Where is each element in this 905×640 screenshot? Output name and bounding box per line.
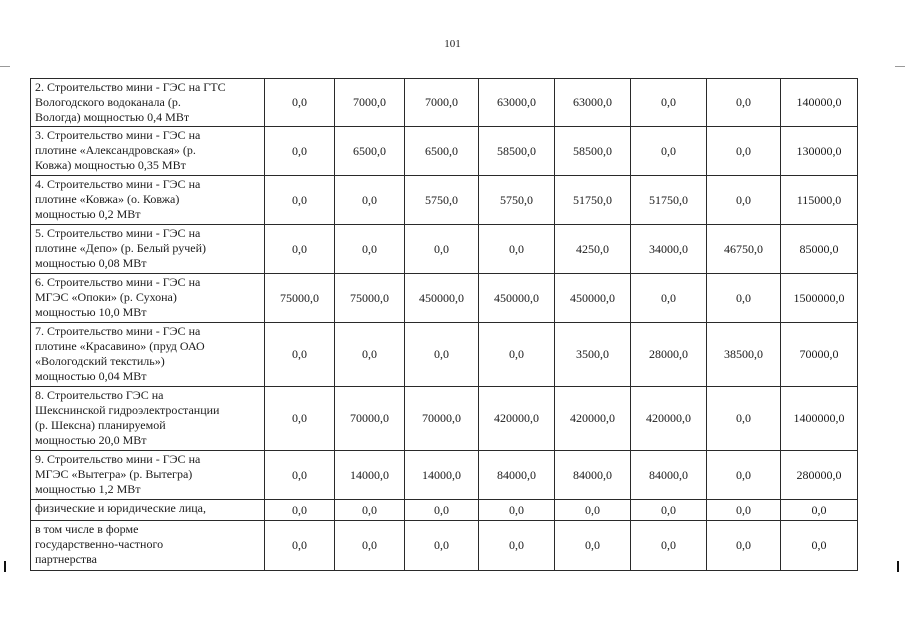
value-cell: 0,0 xyxy=(265,387,335,451)
value-cell: 0,0 xyxy=(631,274,707,323)
value-cell: 84000,0 xyxy=(555,451,631,500)
description-line: Шекснинской гидроэлектростанции xyxy=(35,403,220,417)
value-cell: 85000,0 xyxy=(781,225,858,274)
table-row xyxy=(31,225,858,274)
description-line: 4. Строительство мини - ГЭС на xyxy=(35,177,201,191)
value-cell: 0,0 xyxy=(555,500,631,521)
value-cell: 51750,0 xyxy=(631,176,707,225)
value-cell: 7000,0 xyxy=(335,79,405,127)
description-line: Вологодского водоканала (р. xyxy=(35,95,181,109)
value-cell: 420000,0 xyxy=(555,387,631,451)
value-cell: 0,0 xyxy=(707,521,781,571)
value-cell: 5750,0 xyxy=(405,176,479,225)
table-row xyxy=(31,274,858,323)
table-row xyxy=(31,127,858,176)
value-cell: 58500,0 xyxy=(479,127,555,176)
description-line: «Вологодский текстиль») xyxy=(35,354,165,368)
value-cell: 0,0 xyxy=(265,323,335,387)
page-number: 101 xyxy=(444,38,461,50)
value-cell: 140000,0 xyxy=(781,79,858,127)
value-cell: 7000,0 xyxy=(405,79,479,127)
value-cell: 0,0 xyxy=(781,500,858,521)
row-description xyxy=(31,387,265,451)
description-line: мощностью 0,08 МВт xyxy=(35,256,147,270)
value-cell: 450000,0 xyxy=(555,274,631,323)
description-line: 5. Строительство мини - ГЭС на xyxy=(35,226,201,240)
description-line: физические и юридические лица, xyxy=(35,501,206,515)
value-cell: 0,0 xyxy=(631,79,707,127)
value-cell: 1500000,0 xyxy=(781,274,858,323)
value-cell: 0,0 xyxy=(335,323,405,387)
row-description xyxy=(31,521,265,571)
value-cell: 0,0 xyxy=(707,500,781,521)
value-cell: 51750,0 xyxy=(555,176,631,225)
value-cell: 28000,0 xyxy=(631,323,707,387)
value-cell: 84000,0 xyxy=(479,451,555,500)
value-cell: 0,0 xyxy=(265,79,335,127)
value-cell: 14000,0 xyxy=(405,451,479,500)
description-line: 2. Строительство мини - ГЭС на ГТС xyxy=(35,80,226,94)
value-cell: 0,0 xyxy=(265,127,335,176)
right-margin-line xyxy=(895,66,905,67)
value-cell: 0,0 xyxy=(479,500,555,521)
value-cell: 280000,0 xyxy=(781,451,858,500)
value-cell: 0,0 xyxy=(335,500,405,521)
row-description xyxy=(31,500,265,521)
value-cell: 63000,0 xyxy=(555,79,631,127)
value-cell: 420000,0 xyxy=(631,387,707,451)
value-cell: 0,0 xyxy=(479,521,555,571)
description-line: плотине «Ковжа» (о. Ковжа) xyxy=(35,192,180,206)
value-cell: 0,0 xyxy=(707,451,781,500)
funding-table xyxy=(30,78,858,571)
value-cell: 4250,0 xyxy=(555,225,631,274)
value-cell: 6500,0 xyxy=(335,127,405,176)
row-description xyxy=(31,225,265,274)
table-row xyxy=(31,323,858,387)
value-cell: 0,0 xyxy=(405,521,479,571)
value-cell: 0,0 xyxy=(265,451,335,500)
value-cell: 63000,0 xyxy=(479,79,555,127)
value-cell: 14000,0 xyxy=(335,451,405,500)
value-cell: 0,0 xyxy=(265,176,335,225)
value-cell: 0,0 xyxy=(335,225,405,274)
value-cell: 70000,0 xyxy=(405,387,479,451)
description-line: 7. Строительство мини - ГЭС на xyxy=(35,324,201,338)
value-cell: 0,0 xyxy=(265,521,335,571)
table-row xyxy=(31,79,858,127)
value-cell: 420000,0 xyxy=(479,387,555,451)
row-description xyxy=(31,79,265,127)
value-cell: 0,0 xyxy=(707,79,781,127)
value-cell: 0,0 xyxy=(479,225,555,274)
description-line: 3. Строительство мини - ГЭС на xyxy=(35,128,201,142)
description-line: мощностью 0,04 МВт xyxy=(35,369,147,383)
value-cell: 0,0 xyxy=(335,521,405,571)
value-cell: 0,0 xyxy=(405,323,479,387)
value-cell: 0,0 xyxy=(265,500,335,521)
description-line: мощностью 1,2 МВт xyxy=(35,482,141,496)
value-cell: 0,0 xyxy=(405,500,479,521)
description-line: мощностью 0,2 МВт xyxy=(35,207,141,221)
value-cell: 0,0 xyxy=(781,521,858,571)
value-cell: 0,0 xyxy=(479,323,555,387)
description-line: государственно-частного xyxy=(35,537,164,551)
description-line: мощностью 10,0 МВт xyxy=(35,305,147,319)
value-cell: 130000,0 xyxy=(781,127,858,176)
value-cell: 70000,0 xyxy=(335,387,405,451)
table-row xyxy=(31,176,858,225)
value-cell: 450000,0 xyxy=(405,274,479,323)
description-line: плотине «Депо» (р. Белый ручей) xyxy=(35,241,207,255)
value-cell: 0,0 xyxy=(707,176,781,225)
value-cell: 70000,0 xyxy=(781,323,858,387)
value-cell: 46750,0 xyxy=(707,225,781,274)
description-line: (р. Шексна) планируемой xyxy=(35,418,166,432)
value-cell: 0,0 xyxy=(707,274,781,323)
description-line: Вологда) мощностью 0,4 МВт xyxy=(35,110,190,124)
value-cell: 1400000,0 xyxy=(781,387,858,451)
value-cell: 450000,0 xyxy=(479,274,555,323)
left-margin-line xyxy=(0,66,10,67)
value-cell: 3500,0 xyxy=(555,323,631,387)
value-cell: 58500,0 xyxy=(555,127,631,176)
value-cell: 0,0 xyxy=(631,500,707,521)
description-line: 9. Строительство мини - ГЭС на xyxy=(35,452,201,466)
description-line: МГЭС «Вытегра» (р. Вытегра) xyxy=(35,467,193,481)
row-description xyxy=(31,451,265,500)
description-line: МГЭС «Опоки» (р. Сухона) xyxy=(35,290,177,304)
table-row xyxy=(31,521,858,571)
value-cell: 115000,0 xyxy=(781,176,858,225)
value-cell: 38500,0 xyxy=(707,323,781,387)
value-cell: 75000,0 xyxy=(265,274,335,323)
value-cell: 75000,0 xyxy=(335,274,405,323)
description-line: Ковжа) мощностью 0,35 МВт xyxy=(35,158,186,172)
value-cell: 0,0 xyxy=(631,521,707,571)
row-description xyxy=(31,176,265,225)
table-row xyxy=(31,500,858,521)
row-description xyxy=(31,274,265,323)
value-cell: 0,0 xyxy=(707,387,781,451)
value-cell: 0,0 xyxy=(265,225,335,274)
value-cell: 0,0 xyxy=(405,225,479,274)
row-description xyxy=(31,127,265,176)
value-cell: 5750,0 xyxy=(479,176,555,225)
table-row xyxy=(31,387,858,451)
value-cell: 0,0 xyxy=(555,521,631,571)
description-line: мощностью 20,0 МВт xyxy=(35,433,147,447)
row-description xyxy=(31,323,265,387)
value-cell: 0,0 xyxy=(631,127,707,176)
right-edge-mark xyxy=(897,561,899,572)
description-line: партнерства xyxy=(35,552,97,566)
value-cell: 34000,0 xyxy=(631,225,707,274)
left-edge-mark xyxy=(4,561,6,572)
value-cell: 0,0 xyxy=(335,176,405,225)
description-line: в том числе в форме xyxy=(35,522,139,536)
description-line: 6. Строительство мини - ГЭС на xyxy=(35,275,201,289)
table-row xyxy=(31,451,858,500)
value-cell: 84000,0 xyxy=(631,451,707,500)
description-line: 8. Строительство ГЭС на xyxy=(35,388,164,402)
description-line: плотине «Александровская» (р. xyxy=(35,143,196,157)
value-cell: 0,0 xyxy=(707,127,781,176)
value-cell: 6500,0 xyxy=(405,127,479,176)
description-line: плотине «Красавино» (пруд ОАО xyxy=(35,339,205,353)
